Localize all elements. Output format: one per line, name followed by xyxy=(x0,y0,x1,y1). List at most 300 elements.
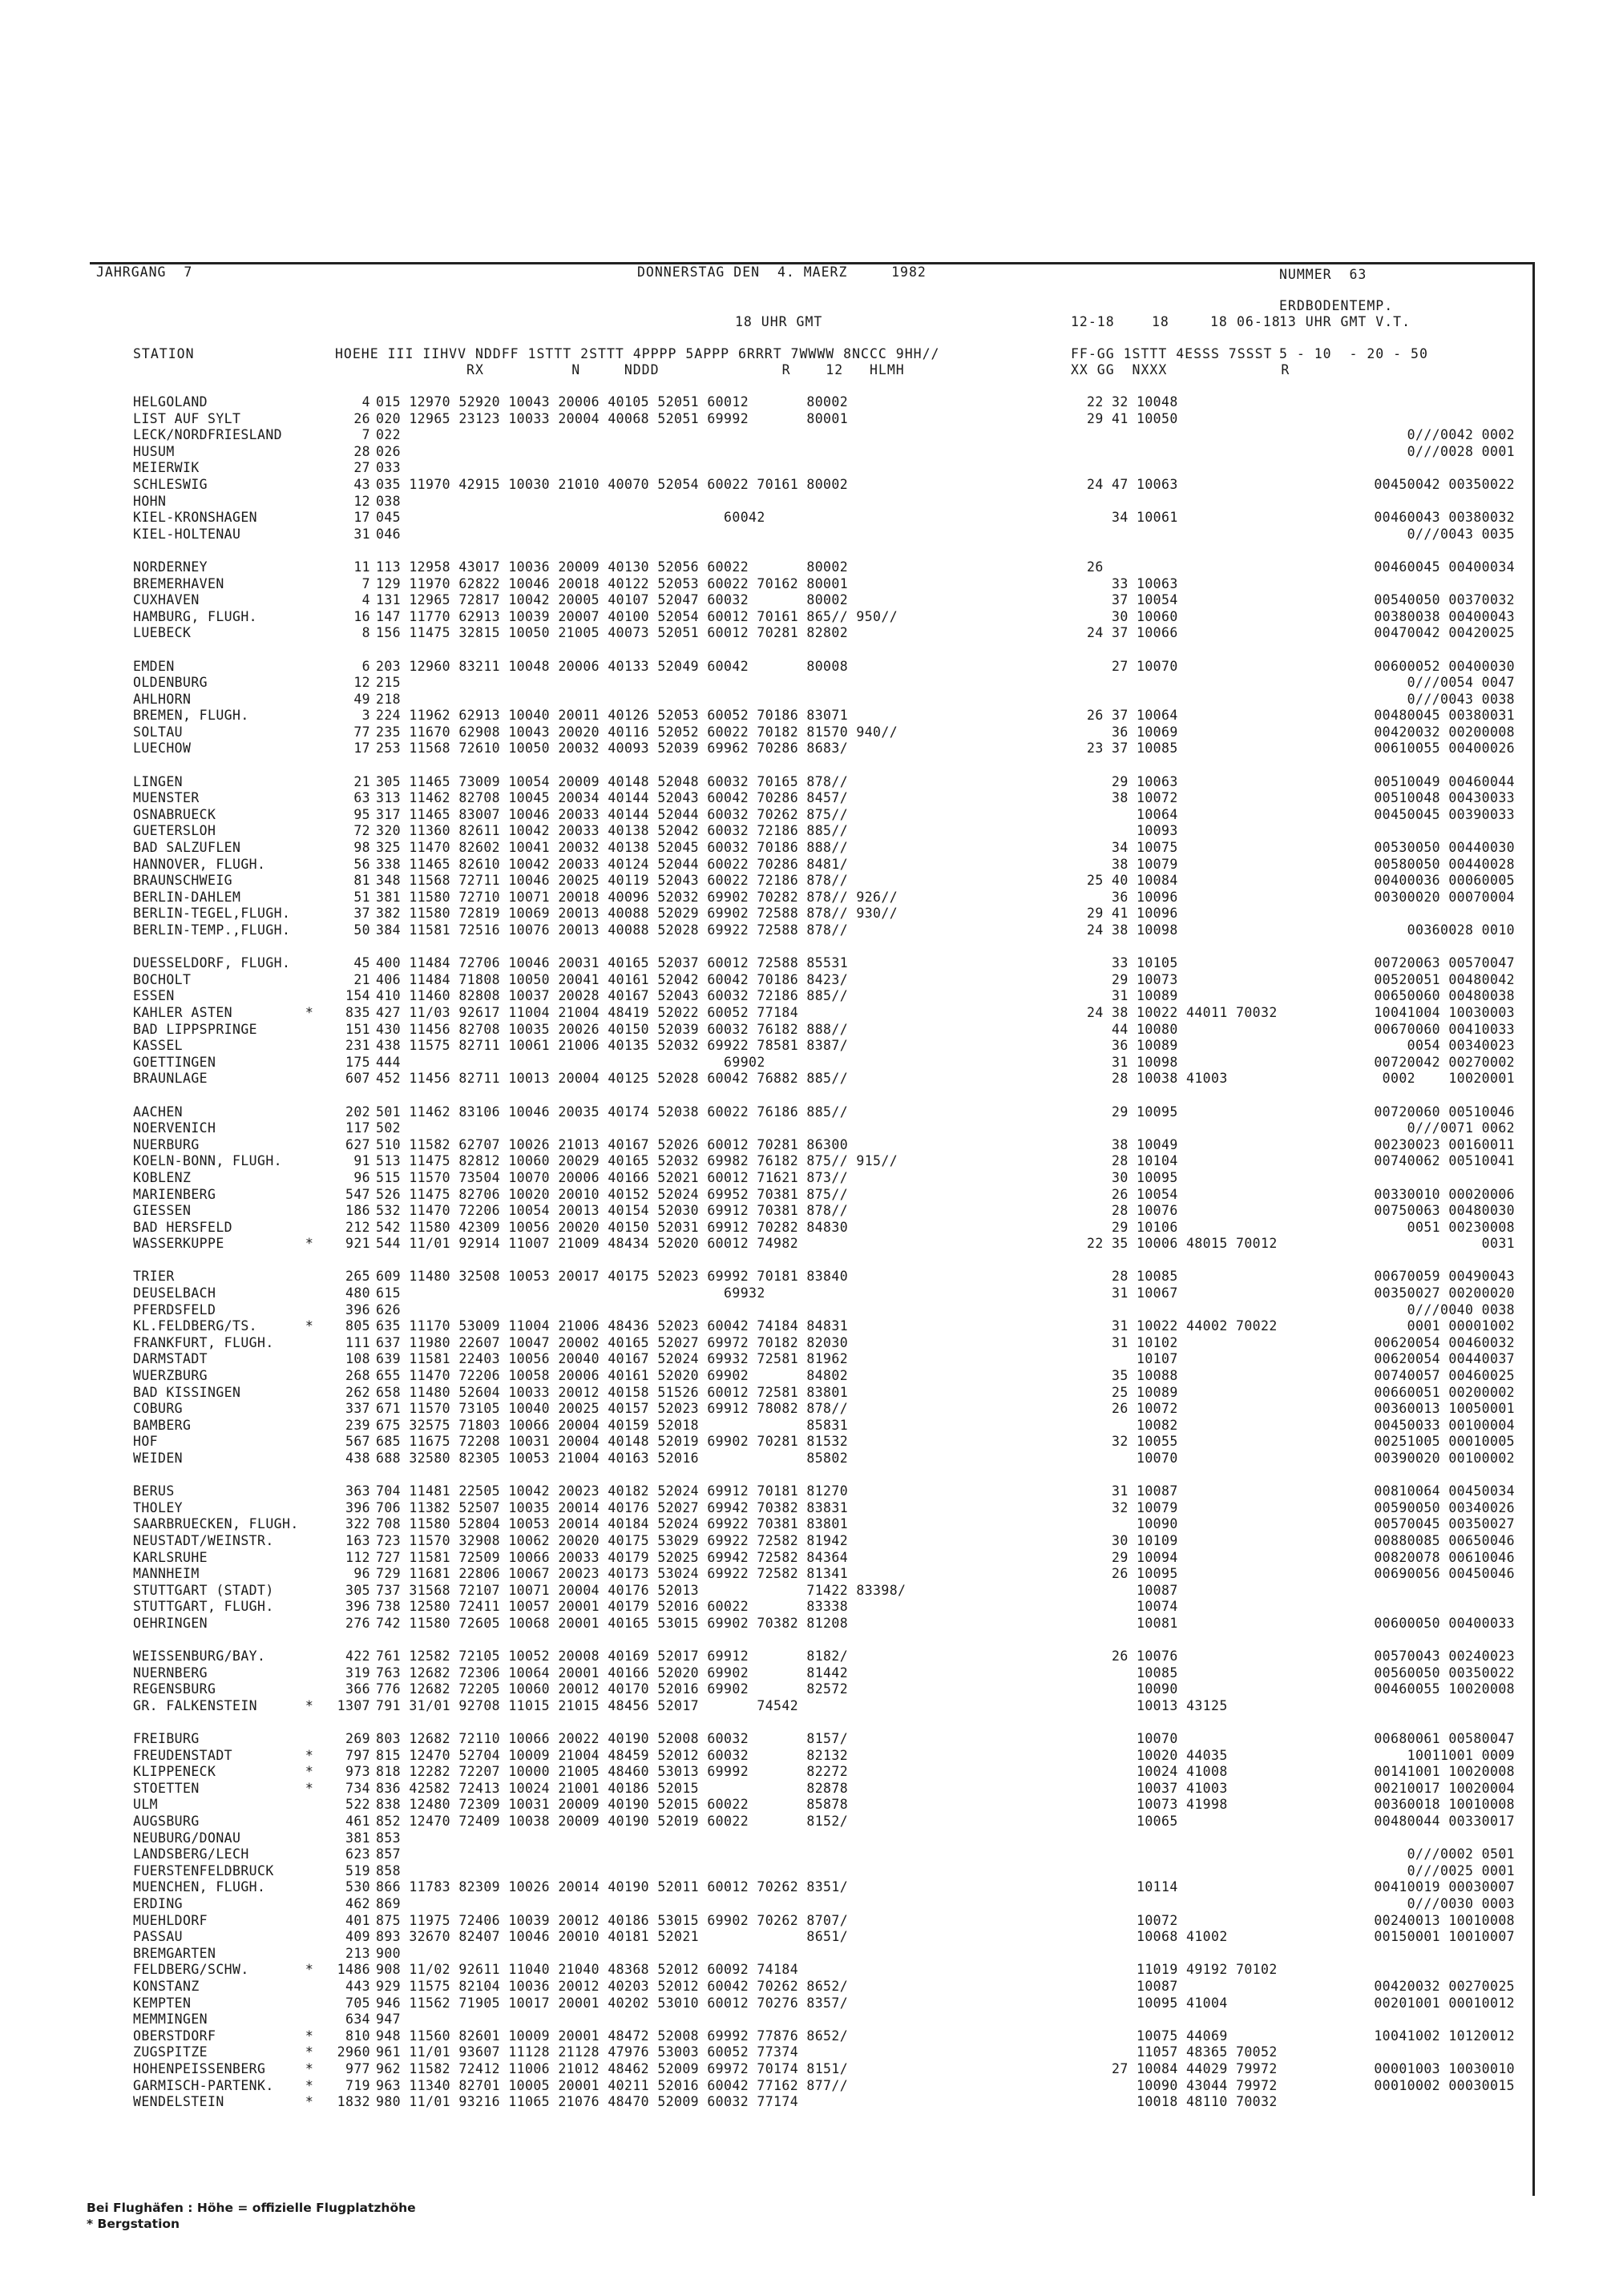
station-name: BAD SALZUFLEN xyxy=(133,840,241,856)
synop-data: 853 xyxy=(376,1830,402,1846)
synop-data: 738 12580 72411 10057 20001 40179 52016 60022 83338 xyxy=(376,1599,849,1615)
synop-data: 815 12470 52704 10009 21004 48459 52012 60032 82132 xyxy=(376,1747,849,1763)
main-columns-line2: RX N NDDD R 12 HLMH xyxy=(335,362,905,377)
table-row xyxy=(133,906,1528,922)
group-spacer xyxy=(133,939,1528,956)
soil-temperatures: 00600052 00400030 xyxy=(1374,658,1515,674)
station-name: BREMERHAVEN xyxy=(133,575,224,591)
group-spacer xyxy=(133,642,1528,659)
soil-temperatures: 00570045 00350027 xyxy=(1374,1516,1515,1532)
soil-temperatures: 00390020 00100002 xyxy=(1374,1451,1515,1466)
main-columns-line1: HOEHE III IIHVV NDDFF 1STTT 2STTT 4PPPP 5APPP 6RRRT 7WWWW 8NCCC 9HH// xyxy=(335,346,940,361)
table-row xyxy=(133,460,1528,477)
station-height: 1486 xyxy=(337,1962,370,1978)
synop-data: 637 11980 22607 10047 20002 40165 52027 69972 70182 82030 xyxy=(376,1334,849,1350)
mountain-station-mark: * xyxy=(305,1236,314,1252)
station-height: 705 xyxy=(345,1995,370,2011)
synop-data: 215 xyxy=(376,675,402,691)
station-height: 77 xyxy=(353,724,370,740)
table-row xyxy=(133,988,1528,1005)
soil-temperatures: 00690056 00450046 xyxy=(1374,1566,1515,1582)
station-height: 37 xyxy=(353,906,370,922)
soil-temperatures: 0///0028 0001 xyxy=(1407,443,1515,459)
group-spacer xyxy=(133,543,1528,559)
station-name: KL.FELDBERG/TS. xyxy=(133,1318,258,1334)
soil-temperatures: 00470042 00420025 xyxy=(1374,625,1515,641)
soil-temperatures: 00680061 00580047 xyxy=(1374,1731,1515,1747)
synop-data: 026 xyxy=(376,443,402,459)
station-name: PFERDSFELD xyxy=(133,1301,216,1317)
period-data: 27 10070 xyxy=(1087,658,1178,674)
table-row xyxy=(133,1962,1528,1979)
table-row xyxy=(133,790,1528,807)
synop-data: 836 42582 72413 10024 21001 40186 52015 82878 xyxy=(376,1780,849,1796)
period-data: 34 10061 xyxy=(1087,510,1178,526)
station-name: NUERBURG xyxy=(133,1136,200,1152)
table-row xyxy=(133,1550,1528,1567)
synop-data: 131 12965 72817 10042 20005 40107 52047 60032 80002 xyxy=(376,592,849,608)
period-data: 25 40 10084 xyxy=(1087,873,1178,889)
synop-data: 317 11465 83007 10046 20033 40144 52044 60032 70262 875// xyxy=(376,806,849,822)
synop-data: 609 11480 32508 10053 20017 40175 52023 69992 70181 83840 xyxy=(376,1269,849,1285)
volume-label: JAHRGANG 7 xyxy=(96,264,193,280)
station-height: 186 xyxy=(345,1203,370,1219)
station-name: AACHEN xyxy=(133,1104,184,1120)
period-data: 10087 xyxy=(1087,1582,1178,1598)
station-height: 43 xyxy=(353,476,370,492)
table-row xyxy=(133,1946,1528,1963)
soil-temperatures: 00720060 00510046 xyxy=(1374,1104,1515,1120)
synop-data: 513 11475 82812 10060 20029 40165 52032 69982 76182 875// 915// xyxy=(376,1153,898,1169)
station-height: 111 xyxy=(345,1334,370,1350)
period-data: 29 10094 xyxy=(1087,1549,1178,1565)
table-row xyxy=(133,1269,1528,1285)
table-row xyxy=(133,740,1528,757)
station-height: 438 xyxy=(345,1451,370,1466)
synop-data: 235 11670 62908 10043 20020 40116 52052 60022 70182 81570 940// xyxy=(376,724,898,740)
table-row xyxy=(133,1516,1528,1533)
station-name: BERLIN-DAHLEM xyxy=(133,889,241,905)
mountain-station-mark: * xyxy=(305,1780,314,1796)
synop-data: 384 11581 72516 10076 20013 40088 52028 69922 72588 878// xyxy=(376,922,849,938)
mountain-station-mark: * xyxy=(305,2077,314,2093)
table-row xyxy=(133,625,1528,642)
soil-temperatures: 00540050 00370032 xyxy=(1374,592,1515,608)
station-name: OSNABRUECK xyxy=(133,806,216,822)
soil-temperatures: 0///0042 0002 xyxy=(1407,427,1515,443)
soil-temperatures: 00510048 00430033 xyxy=(1374,790,1515,806)
soil-temperatures: 0001 00001002 xyxy=(1407,1318,1515,1334)
station-name: KONSTANZ xyxy=(133,1979,200,1994)
period-data: 10020 44035 xyxy=(1087,1747,1228,1763)
synop-data: 671 11570 73105 10040 20025 40157 52023 69912 78082 878// xyxy=(376,1401,849,1417)
station-height: 623 xyxy=(345,1846,370,1862)
soil-temperatures: 00450033 00100004 xyxy=(1374,1417,1515,1433)
period-data: 44 10080 xyxy=(1087,1021,1178,1037)
group-spacer xyxy=(133,1253,1528,1269)
period-data: 10073 41998 xyxy=(1087,1797,1228,1813)
table-row xyxy=(133,1451,1528,1467)
period-data: 29 10073 xyxy=(1087,971,1178,987)
station-height: 268 xyxy=(345,1368,370,1384)
station-name: KARLSRUHE xyxy=(133,1549,208,1565)
synop-data: 818 12282 72207 10000 21005 48460 53013 69992 82272 xyxy=(376,1764,849,1780)
soil-temperatures: 00520051 00480042 xyxy=(1374,971,1515,987)
table-row xyxy=(133,1863,1528,1880)
synop-data: 400 11484 72706 10046 20031 40165 52037 60012 72588 85531 xyxy=(376,955,849,971)
station-height: 16 xyxy=(353,608,370,624)
station-height: 2960 xyxy=(337,2044,370,2060)
station-name: MUENCHEN, FLUGH. xyxy=(133,1879,266,1895)
synop-data: 033 xyxy=(376,460,402,476)
station-name: DARMSTADT xyxy=(133,1351,208,1367)
period-data: 32 10079 xyxy=(1087,1499,1178,1515)
synop-data: 727 11581 72509 10066 20033 40179 52025 69942 72582 84364 xyxy=(376,1549,849,1565)
period-data: 10064 xyxy=(1087,806,1178,822)
soil-temperatures: 0002 10020001 xyxy=(1382,1071,1515,1087)
synop-data: 875 11975 72406 10039 20012 40186 53015 69902 70262 8707/ xyxy=(376,1912,849,1928)
synop-data: 542 11580 42309 10056 20020 40150 52031 69912 70282 84830 xyxy=(376,1219,849,1235)
station-height: 212 xyxy=(345,1219,370,1235)
table-row xyxy=(133,1995,1528,2012)
table-row xyxy=(133,1566,1528,1583)
station-name: MUENSTER xyxy=(133,790,200,806)
period-data: 29 10106 xyxy=(1087,1219,1178,1235)
station-name: BOCHOLT xyxy=(133,971,192,987)
synop-data: 015 12970 52920 10043 20006 40105 52051 60012 80002 xyxy=(376,394,849,410)
period-data: 22 32 10048 xyxy=(1087,394,1178,410)
table-row xyxy=(133,1583,1528,1600)
table-row xyxy=(133,1896,1528,1913)
table-row xyxy=(133,1401,1528,1418)
synop-data: 022 xyxy=(376,427,402,443)
station-height: 239 xyxy=(345,1417,370,1433)
table-row xyxy=(133,1318,1528,1335)
station-height: 8 xyxy=(361,625,370,641)
station-height: 443 xyxy=(345,1979,370,1994)
station-height: 45 xyxy=(353,955,370,971)
station-height: 797 xyxy=(345,1747,370,1763)
soil-temperatures: 00880085 00650046 xyxy=(1374,1532,1515,1548)
period-data: 10095 41004 xyxy=(1087,1995,1228,2011)
soil-temperatures: 00201001 00010012 xyxy=(1374,1995,1515,2011)
period-data: 26 37 10064 xyxy=(1087,708,1178,724)
table-row xyxy=(133,2061,1528,2078)
station-height: 461 xyxy=(345,1814,370,1830)
table-row xyxy=(133,427,1528,444)
station-height: 835 xyxy=(345,1004,370,1020)
table-row xyxy=(133,1483,1528,1500)
synop-data: 045 60042 xyxy=(376,510,765,526)
station-height: 337 xyxy=(345,1401,370,1417)
table-row xyxy=(133,922,1528,939)
soil-temperatures: 00530050 00440030 xyxy=(1374,840,1515,856)
period-data: 28 10085 xyxy=(1087,1269,1178,1285)
soil-temperatures: 00460043 00380032 xyxy=(1374,510,1515,526)
station-name: HANNOVER, FLUGH. xyxy=(133,856,266,872)
group-spacer xyxy=(133,1715,1528,1732)
station-height: 175 xyxy=(345,1054,370,1070)
table-row xyxy=(133,659,1528,676)
table-row xyxy=(133,1351,1528,1368)
period-data: 10085 xyxy=(1087,1664,1178,1681)
synop-data: 381 11580 72710 10071 20018 40096 52032 69902 70282 878// 926// xyxy=(376,889,898,905)
soil-temperatures: 0///0043 0035 xyxy=(1407,526,1515,542)
soil-temperatures: 10041002 10120012 xyxy=(1374,2028,1515,2044)
soil-temperatures: 00610055 00400026 xyxy=(1374,740,1515,757)
station-height: 3 xyxy=(361,708,370,724)
station-name: MARIENBERG xyxy=(133,1186,216,1202)
soil-temperatures: 0///0043 0038 xyxy=(1407,691,1515,707)
synop-data: 791 31/01 92708 11015 21015 48456 52017 74542 xyxy=(376,1697,799,1713)
station-name: STUTTGART, FLUGH. xyxy=(133,1599,274,1615)
station-name: ZUGSPITZE xyxy=(133,2044,208,2060)
station-height: 91 xyxy=(353,1153,370,1169)
synop-data: 526 11475 82706 10020 20010 40152 52024 69952 70381 875// xyxy=(376,1186,849,1202)
synop-data: 869 xyxy=(376,1896,402,1912)
station-height: 117 xyxy=(345,1120,370,1136)
synop-data: 348 11568 72711 10046 20025 40119 52043 60022 72186 878// xyxy=(376,873,849,889)
period-data: 25 10089 xyxy=(1087,1384,1178,1400)
period-data: 31 10098 xyxy=(1087,1054,1178,1070)
station-height: 921 xyxy=(345,1236,370,1252)
table-row xyxy=(133,873,1528,890)
synop-data: 963 11340 82701 10005 20001 40211 52016 60042 77162 877// xyxy=(376,2077,849,2093)
station-name: REGENSBURG xyxy=(133,1681,216,1697)
station-name: EMDEN xyxy=(133,658,175,674)
station-name: MUEHLDORF xyxy=(133,1912,208,1928)
issue-number: NUMMER 63 xyxy=(1279,267,1367,282)
table-row xyxy=(133,1764,1528,1781)
soil-temperatures: 00380038 00400043 xyxy=(1374,608,1515,624)
soil-temperatures: 00510049 00460044 xyxy=(1374,773,1515,789)
station-name: WENDELSTEIN xyxy=(133,2094,224,2110)
soil-temperatures: 10041004 10030003 xyxy=(1374,1004,1515,1020)
synop-data: 203 12960 83211 10048 20006 40133 52049 60042 80008 xyxy=(376,658,849,674)
station-name: HOHENPEISSENBERG xyxy=(133,2060,266,2076)
period-data: 26 xyxy=(1087,559,1104,575)
synop-data: 947 xyxy=(376,2012,402,2028)
period-data: 38 10079 xyxy=(1087,856,1178,872)
soil-temperatures: 00590050 00340026 xyxy=(1374,1499,1515,1515)
table-row xyxy=(133,1236,1528,1253)
station-height: 805 xyxy=(345,1318,370,1334)
synop-data: 427 11/03 92617 11004 21004 48419 52022 60052 77184 xyxy=(376,1004,799,1020)
table-row xyxy=(133,477,1528,494)
synop-data: 325 11470 82602 10041 20032 40138 52045 60032 70186 888// xyxy=(376,840,849,856)
synop-data: 763 12682 72306 10064 20001 40166 52020 69902 81442 xyxy=(376,1664,849,1681)
soil-temperatures: 00360028 0010 xyxy=(1407,922,1515,938)
station-height: 276 xyxy=(345,1615,370,1631)
station-height: 422 xyxy=(345,1648,370,1664)
station-name: KLIPPENECK xyxy=(133,1764,216,1780)
station-name: TRIER xyxy=(133,1269,175,1285)
table-row xyxy=(133,1137,1528,1154)
soil-temperatures: 0///0054 0047 xyxy=(1407,675,1515,691)
table-row xyxy=(133,394,1528,411)
station-height: 151 xyxy=(345,1021,370,1037)
soil-temperatures: 00650060 00480038 xyxy=(1374,988,1515,1004)
synop-data: 129 11970 62822 10046 20018 40122 52053 60022 70162 80001 xyxy=(376,575,849,591)
period-data: 26 10072 xyxy=(1087,1401,1178,1417)
station-name: DUESSELDORF, FLUGH. xyxy=(133,955,291,971)
table-row xyxy=(133,1038,1528,1055)
table-row xyxy=(133,857,1528,874)
soil-temperatures: 0///0002 0501 xyxy=(1407,1846,1515,1862)
synop-data: 893 32670 82407 10046 20010 40181 52021 8651/ xyxy=(376,1929,849,1945)
period-18b: 18 xyxy=(1210,314,1228,329)
mountain-station-mark: * xyxy=(305,1962,314,1978)
soil-temperatures: 0///0040 0038 xyxy=(1407,1301,1515,1317)
period-data: 36 10069 xyxy=(1087,724,1178,740)
station-name: NUERNBERG xyxy=(133,1664,208,1681)
table-row xyxy=(133,1120,1528,1137)
period-data: 24 38 10022 44011 70032 xyxy=(1087,1004,1278,1020)
period-data: 10074 xyxy=(1087,1599,1178,1615)
station-height: 462 xyxy=(345,1896,370,1912)
station-name: GIESSEN xyxy=(133,1203,192,1219)
table-row xyxy=(133,1648,1528,1665)
synop-data: 688 32580 82305 10053 21004 40163 52016 85802 xyxy=(376,1451,849,1466)
synop-data: 946 11562 71905 10017 20001 40202 53010 60012 70276 8357/ xyxy=(376,1995,849,2011)
station-heading: STATION xyxy=(133,346,195,361)
table-row xyxy=(133,1285,1528,1302)
synop-data: 382 11580 72819 10069 20013 40088 52029 69902 72588 878// 930// xyxy=(376,906,898,922)
station-name: KIEL-HOLTENAU xyxy=(133,526,241,542)
soil-temperatures: 0054 00340023 xyxy=(1407,1038,1515,1054)
station-height: 480 xyxy=(345,1285,370,1301)
synop-data: 544 11/01 92914 11007 21009 48434 52020 60012 74982 xyxy=(376,1236,799,1252)
station-name: GUETERSLOH xyxy=(133,823,216,839)
synop-data: 776 12682 72205 10060 20012 40170 52016 69902 82572 xyxy=(376,1681,849,1697)
table-row xyxy=(133,1335,1528,1352)
table-row xyxy=(133,576,1528,593)
station-height: 17 xyxy=(353,510,370,526)
soil-temperatures: 00450042 00350022 xyxy=(1374,476,1515,492)
period-data: 10072 xyxy=(1087,1912,1178,1928)
table-row xyxy=(133,1681,1528,1698)
station-name: LUEBECK xyxy=(133,625,192,641)
right-columns-line2: XX GG NXXX R xyxy=(1071,362,1290,377)
soil-temperatures: 00251005 00010005 xyxy=(1374,1434,1515,1450)
station-name: CUXHAVEN xyxy=(133,592,200,608)
synop-data: 046 xyxy=(376,526,402,542)
soil-temperatures: 0031 xyxy=(1481,1236,1515,1252)
table-row xyxy=(133,1846,1528,1863)
soil-temperatures: 00150001 10010007 xyxy=(1374,1929,1515,1945)
table-row xyxy=(133,1698,1528,1715)
synop-data: 655 11470 72206 10058 20006 40161 52020 69902 84802 xyxy=(376,1368,849,1384)
period-06-18: 06-18 xyxy=(1237,314,1281,329)
station-name: GARMISCH-PARTENK. xyxy=(133,2077,274,2093)
period-data: 32 10055 xyxy=(1087,1434,1178,1450)
period-data: 35 10088 xyxy=(1087,1368,1178,1384)
synop-data: 803 12682 72110 10066 20022 40190 52008 60032 8157/ xyxy=(376,1731,849,1747)
synop-data: 962 11582 72412 11006 21012 48462 52009 69972 70174 8151/ xyxy=(376,2060,849,2076)
period-data: 29 10063 xyxy=(1087,773,1178,789)
synop-data: 410 11460 82808 10037 20028 40167 52043 60032 72186 885// xyxy=(376,988,849,1004)
station-height: 81 xyxy=(353,873,370,889)
synop-data: 761 12582 72105 10052 20008 40169 52017 69912 8182/ xyxy=(376,1648,849,1664)
synop-data: 305 11465 73009 10054 20009 40148 52048 60032 70165 878// xyxy=(376,773,849,789)
station-height: 810 xyxy=(345,2028,370,2044)
table-row xyxy=(133,510,1528,527)
period-data: 10107 xyxy=(1087,1351,1178,1367)
station-height: 4 xyxy=(361,592,370,608)
station-height: 95 xyxy=(353,806,370,822)
station-name: HOF xyxy=(133,1434,159,1450)
station-name: MEMMINGEN xyxy=(133,2012,208,2028)
table-row xyxy=(133,807,1528,824)
period-data: 24 47 10063 xyxy=(1087,476,1178,492)
station-name: BERLIN-TEGEL,FLUGH. xyxy=(133,906,291,922)
period-data: 30 10060 xyxy=(1087,608,1178,624)
station-height: 213 xyxy=(345,1945,370,1961)
table-row xyxy=(133,1979,1528,1995)
station-name: BREMGARTEN xyxy=(133,1945,216,1961)
soil-temperatures: 00360013 10050001 xyxy=(1374,1401,1515,1417)
period-data: 31 10087 xyxy=(1087,1483,1178,1499)
synop-data: 156 11475 32815 10050 21005 40073 52051 60012 70281 82802 xyxy=(376,625,849,641)
period-data: 28 10038 41003 xyxy=(1087,1071,1228,1087)
station-name: KAHLER ASTEN xyxy=(133,1004,233,1020)
station-name: BAD KISSINGEN xyxy=(133,1384,241,1400)
soil-depths: 5 - 10 - 20 - 50 xyxy=(1279,346,1428,361)
station-height: 522 xyxy=(345,1797,370,1813)
station-height: 51 xyxy=(353,889,370,905)
synop-data: 147 11770 62913 10039 20007 40100 52054 60012 70161 865// 950// xyxy=(376,608,898,624)
period-data: 10114 xyxy=(1087,1879,1178,1895)
group-spacer xyxy=(133,1087,1528,1104)
soil-temperatures: 00740057 00460025 xyxy=(1374,1368,1515,1384)
period-data: 11019 49192 70102 xyxy=(1087,1962,1278,1978)
group-spacer xyxy=(133,1467,1528,1484)
station-height: 401 xyxy=(345,1912,370,1928)
synop-data: 961 11/01 93607 11128 21128 47976 53003 60052 77374 xyxy=(376,2044,799,2060)
synop-data: 723 11570 32908 10062 20020 40175 53029 69922 72582 81942 xyxy=(376,1532,849,1548)
synop-data: 729 11681 22806 10067 20023 40173 53024 69922 72582 81341 xyxy=(376,1566,849,1582)
synop-data: 320 11360 82611 10042 20033 40138 52042 60032 72186 885// xyxy=(376,823,849,839)
station-name: BAD HERSFELD xyxy=(133,1219,233,1235)
soil-temperatures: 00420032 00200008 xyxy=(1374,724,1515,740)
station-name: WASSERKUPPE xyxy=(133,1236,224,1252)
soil-temperatures: 0051 00230008 xyxy=(1407,1219,1515,1235)
mountain-station-mark: * xyxy=(305,1747,314,1763)
table-row xyxy=(133,1418,1528,1434)
station-height: 381 xyxy=(345,1830,370,1846)
synop-data: 438 11575 82711 10061 21006 40135 52032 69922 78581 8387/ xyxy=(376,1038,849,1054)
synop-data: 338 11465 82610 10042 20033 40124 52044 60022 70286 8481/ xyxy=(376,856,849,872)
synop-data: 515 11570 73504 10070 20006 40166 52021 60012 71621 873// xyxy=(376,1169,849,1185)
period-data: 29 10095 xyxy=(1087,1104,1178,1120)
period-12-18: 12-18 xyxy=(1071,314,1115,329)
table-row xyxy=(133,1022,1528,1039)
station-height: 31 xyxy=(353,526,370,542)
station-name: AHLHORN xyxy=(133,691,192,707)
mountain-station-mark: * xyxy=(305,2060,314,2076)
soil-temperatures: 00750063 00480030 xyxy=(1374,1203,1515,1219)
synop-data: 858 xyxy=(376,1862,402,1878)
soil-temperatures: 00600050 00400033 xyxy=(1374,1615,1515,1631)
synop-data: 020 12965 23123 10033 20004 40068 52051 69992 80001 xyxy=(376,410,849,426)
table-row xyxy=(133,2028,1528,2045)
table-row xyxy=(133,1599,1528,1616)
table-row xyxy=(133,494,1528,510)
period-data: 36 10096 xyxy=(1087,889,1178,905)
synop-data: 430 11456 82708 10035 20026 40150 52039 60032 76182 888// xyxy=(376,1021,849,1037)
period-data: 28 10076 xyxy=(1087,1203,1178,1219)
station-name: LINGEN xyxy=(133,773,184,789)
